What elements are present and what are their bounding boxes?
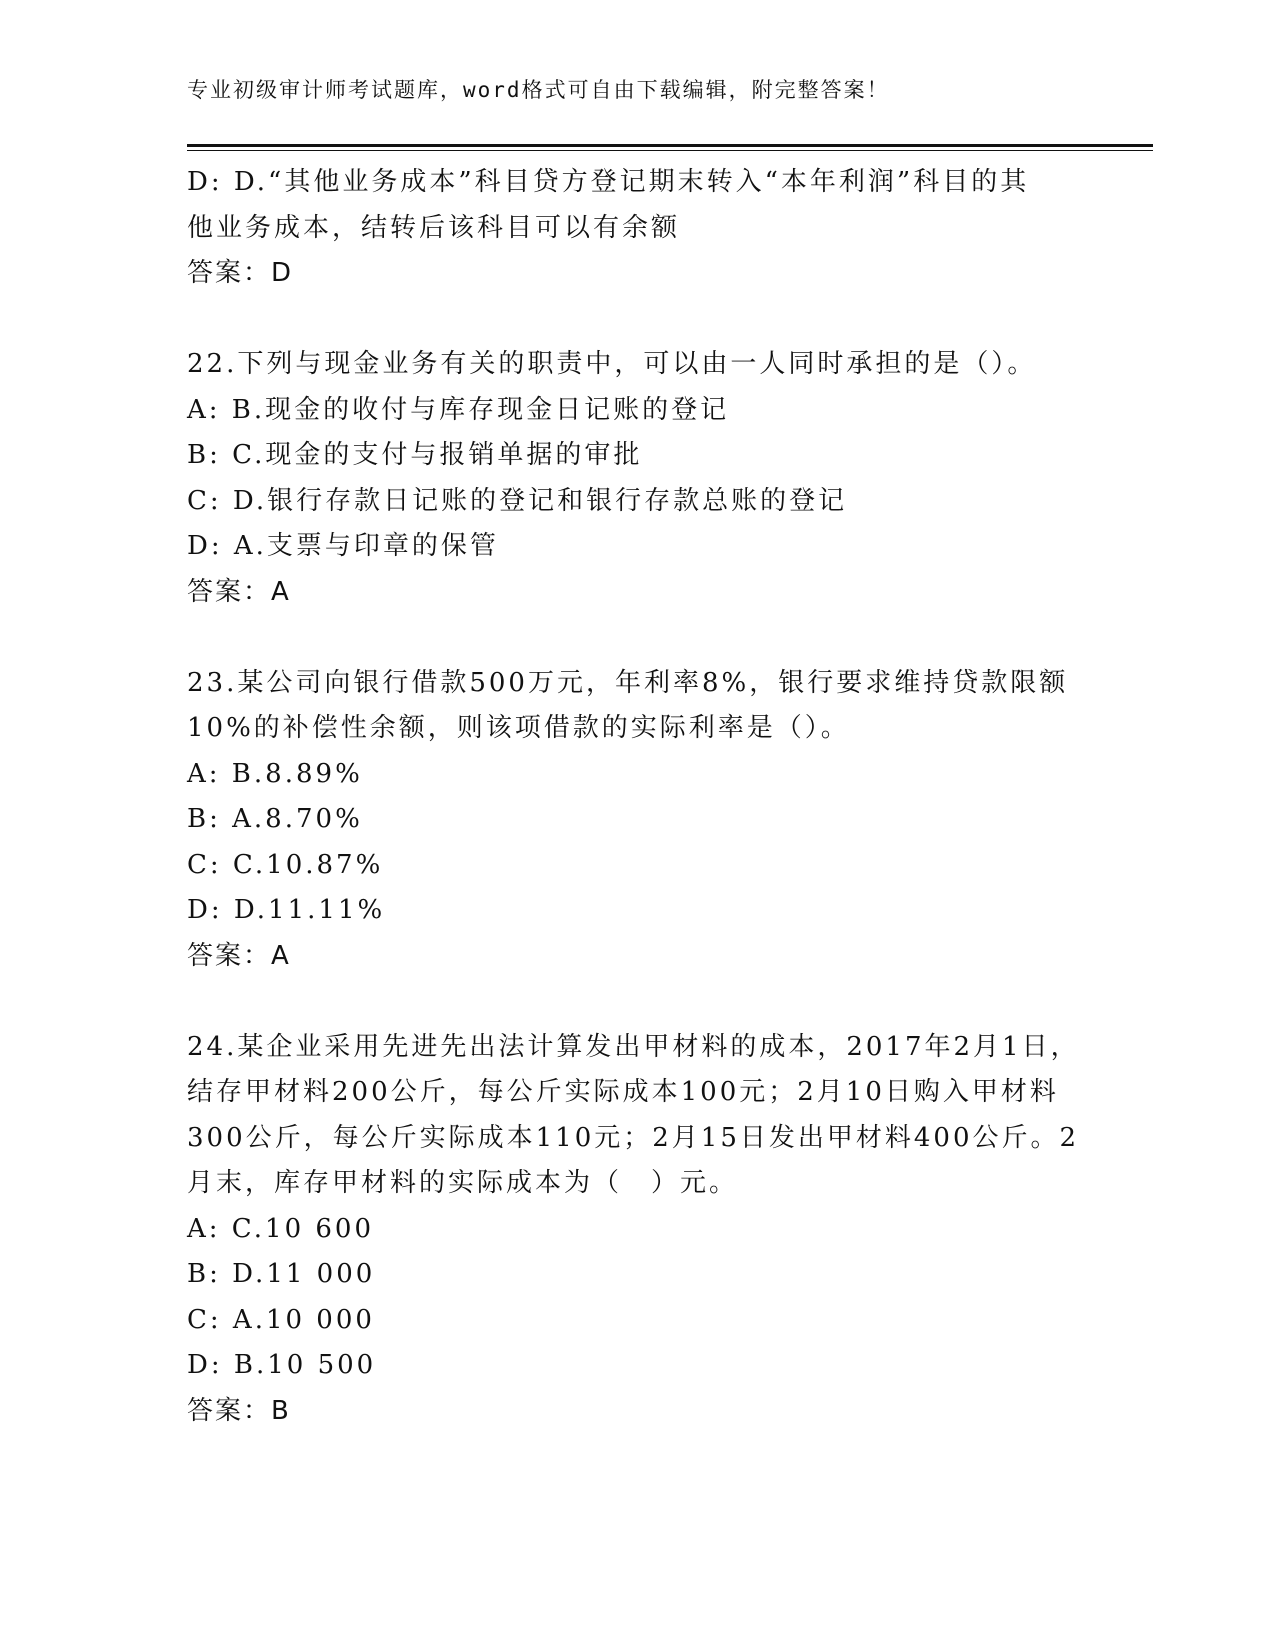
answer-line: 答案：B xyxy=(187,1395,291,1426)
page-header: 专业初级审计师考试题库，word格式可自由下载编辑，附完整答案！ xyxy=(187,78,890,102)
option-d: D: B.10 500 xyxy=(187,1350,377,1380)
option-a: A: C.10 600 xyxy=(187,1213,375,1244)
option-c: C: D.银行存款日记账的登记和银行存款总账的登记 xyxy=(187,485,848,516)
option-d-line-1: D: D.“其他业务成本”科目贷方登记期末转入“本年利润”科目的其 xyxy=(187,167,1030,197)
spacer xyxy=(187,297,1087,343)
option-c: C: A.10 000 xyxy=(187,1304,375,1335)
question-24 xyxy=(187,1025,1087,1435)
question-stem: 300公斤，每公斤实际成本110元；2月15日发出甲材料400公斤。2 xyxy=(187,1122,1080,1153)
option-d: D: A.支票与印章的保管 xyxy=(187,531,499,561)
header-rule-thick xyxy=(187,144,1153,147)
question-stem: 结存甲材料200公斤，每公斤实际成本100元；2月10日购入甲材料 xyxy=(187,1077,1059,1107)
option-d: D: D.11.11% xyxy=(187,895,386,925)
question-stem: 24.某企业采用先进先出法计算发出甲材料的成本，2017年2月1日， xyxy=(187,1031,1080,1062)
question-stem: 10%的补偿性余额，则该项借款的实际利率是（）。 xyxy=(187,713,850,743)
answer-line: 答案：D xyxy=(187,258,294,288)
header-rule-thin xyxy=(187,150,1153,151)
question-stem: 22.下列与现金业务有关的职责中，可以由一人同时承担的是（）。 xyxy=(187,349,1037,379)
question-23 xyxy=(187,661,1087,980)
option-c: C: C.10.87% xyxy=(187,849,384,880)
option-b: B: C.现金的支付与报销单据的审批 xyxy=(187,440,643,470)
question-content xyxy=(187,160,1087,1434)
question-stem: 23.某公司向银行借款500万元，年利率8%，银行要求维持贷款限额 xyxy=(187,667,1069,698)
answer-line: 答案：A xyxy=(187,576,291,607)
option-d-line-2: 他业务成本，结转后该科目可以有余额 xyxy=(187,212,681,243)
option-b: B: D.11 000 xyxy=(187,1259,376,1289)
option-a: A: B.8.89% xyxy=(187,758,363,789)
answer-line: 答案：A xyxy=(187,940,291,971)
question-22 xyxy=(187,342,1087,615)
spacer xyxy=(187,979,1087,1025)
question-stem: 月末，库存甲材料的实际成本为（ ）元。 xyxy=(187,1168,739,1198)
option-b: B: A.8.70% xyxy=(187,804,363,834)
spacer xyxy=(187,615,1087,661)
option-a: A: B.现金的收付与库存现金日记账的登记 xyxy=(187,394,730,425)
